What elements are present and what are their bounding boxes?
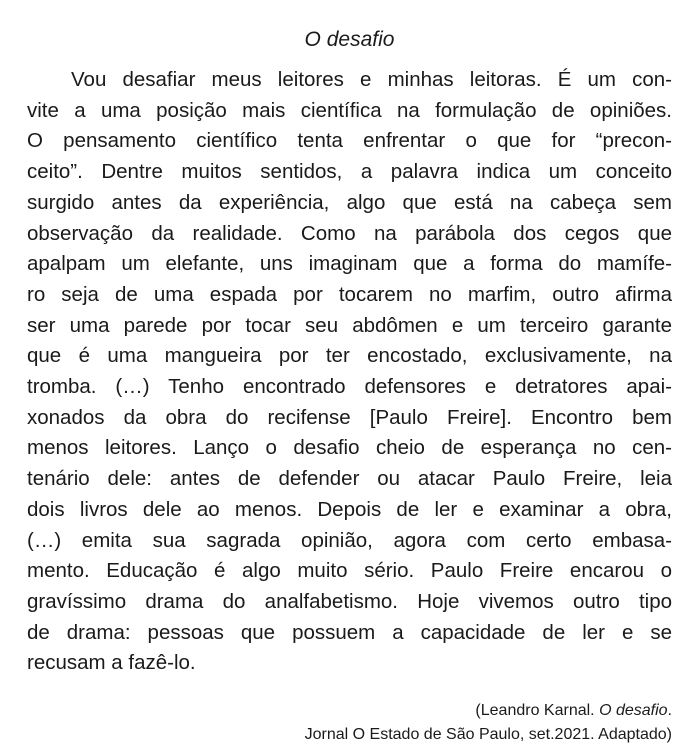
citation-source: Jornal O Estado de São Paulo, set.2021. Adaptado) [304,726,672,744]
text-line: ser uma parede por tocar seu abdômen e um terceiro garante [27,313,672,337]
text-body [27,65,672,679]
text-line: gravíssimo drama do analfabetismo. Hoje vivemos outro tipo [27,589,672,613]
text-title: O desafio [304,28,395,51]
citation [27,699,672,747]
text-line: surgido antes da experiência, algo que está na cabeça sem [27,190,672,214]
text-line: vite a uma posição mais científica na formulação de opiniões. [27,98,672,122]
text-line: observação da realidade. Como na parábola dos cegos que [27,221,672,245]
text-line: apalpam um elefante, uns imaginam que a forma do mamífe- [27,252,672,276]
text-line: tenário dele: antes de defender ou atacar Paulo Freire, leia [27,467,672,491]
text-line: Vou desafiar meus leitores e minhas leitoras. É um con- [71,68,672,91]
document [27,0,672,747]
text-line: de drama: pessoas que possuem a capacidade de ler e se [27,620,672,644]
text-line: (…) emita sua sagrada opinião, agora com certo embasa- [27,528,672,552]
text-line: dois livros dele ao menos. Depois de ler e examinar a obra, [27,497,672,521]
citation-author-line [27,699,672,723]
text-line: que é uma mangueira por ter encostado, exclusivamente, na [27,344,672,368]
citation-open: (Leandro Karnal. [475,702,600,720]
text-line: ro seja de uma espada por tocarem no marfim, outro afirma [27,282,672,306]
text-line: O pensamento científico tenta enfrentar o que for “precon- [27,129,672,153]
citation-work-title: O desafio [599,702,668,720]
text-line: menos leitores. Lanço o desafio cheio de esperança no cen- [27,436,672,460]
text-line: xonados da obra do recifense [Paulo Freire]. Encontro bem [27,405,672,429]
text-line: mento. Educação é algo muito sério. Paulo Freire encarou o [27,559,672,583]
text-line: recusam a fazê-lo. [27,651,196,675]
text-line: ceito”. Dentre muitos sentidos, a palavra indica um conceito [27,160,672,184]
text-line: tromba. (…) Tenho encontrado defensores e detratores apai- [27,375,672,399]
citation-after-work: . [667,702,672,720]
